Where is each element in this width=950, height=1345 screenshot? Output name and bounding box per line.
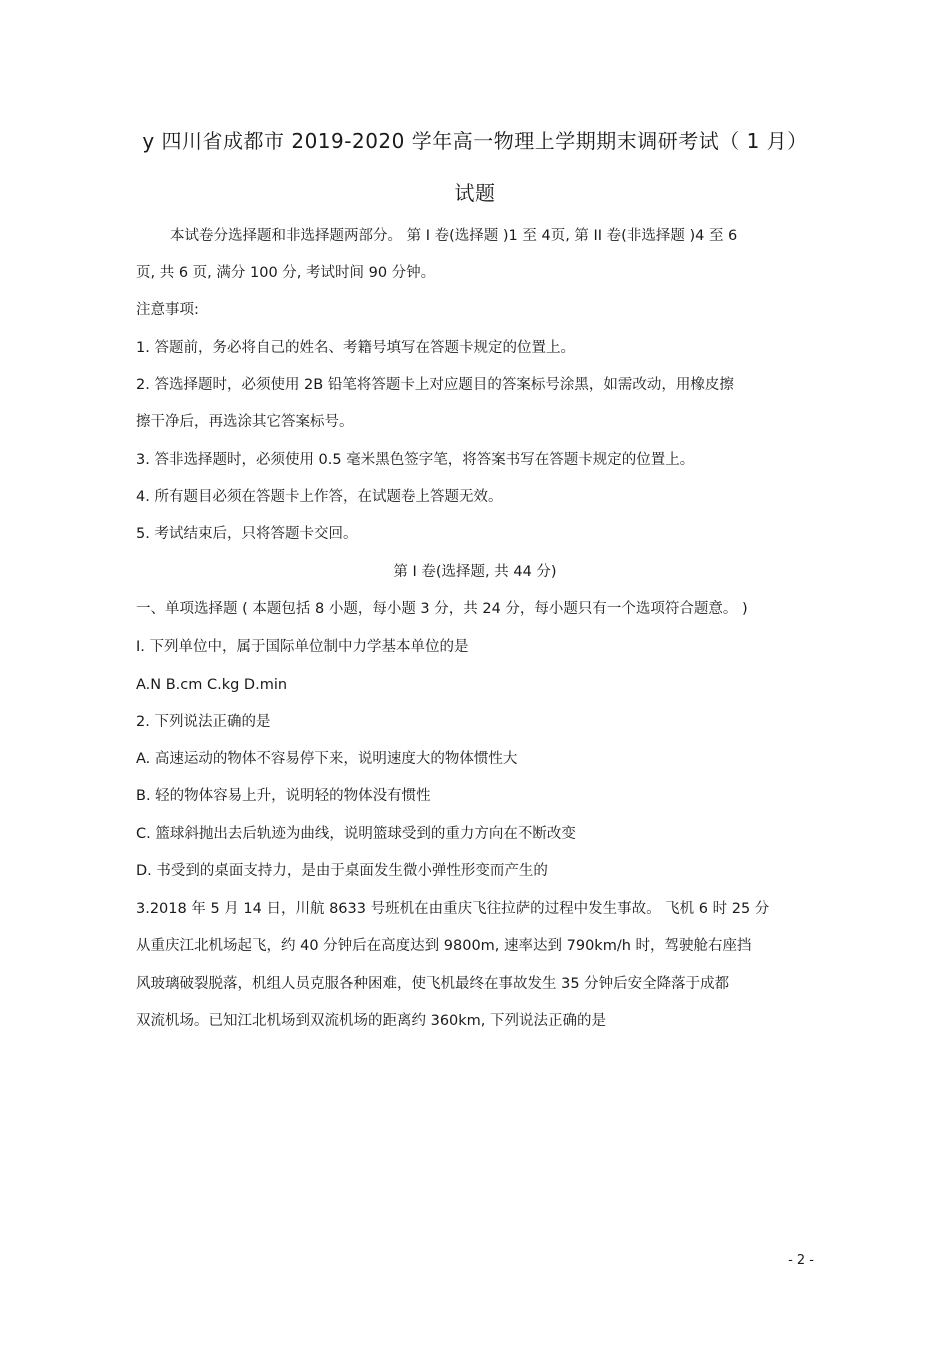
question-2-stem: 2. 下列说法正确的是 [136, 714, 271, 730]
document-title: y 四川省成都市 2019-2020 学年高一物理上学期期末调研考试（ 1 月） [142, 129, 808, 153]
intro-paragraph: 本试卷分选择题和非选择题两部分。 第 I 卷(选择题 )1 至 4页, 第 II 卷(非选择题 )4 至 6 [170, 228, 738, 244]
notice-item: 2. 答选择题时，必须使用 2B 铅笔将答题卡上对应题目的答案标号涂黑，如需改动，用橡皮擦 [136, 377, 734, 393]
question-3-stem-continued: 风玻璃破裂脱落，机组人员克服各种困难，使飞机最终在事故发生 35 分钟后安全降落于成都 [136, 976, 730, 992]
notice-item: 3. 答非选择题时，必须使用 0.5 毫米黑色签字笔，将答案书写在答题卡规定的位置上。 [136, 452, 695, 468]
question-2-option-b: B. 轻的物体容易上升，说明轻的物体没有惯性 [136, 788, 431, 804]
page-number: - 2 - [788, 1253, 814, 1268]
question-1-options: A.N B.cm C.kg D.min [136, 677, 288, 693]
notice-item: 4. 所有题目必须在答题卡上作答，在试题卷上答题无效。 [136, 489, 503, 505]
part-heading: 一、单项选择题 ( 本题包括 8 小题，每小题 3 分，共 24 分，每小题只有一个选项符合题意。 ) [136, 601, 748, 617]
question-3-stem-continued: 双流机场。已知江北机场到双流机场的距离约 360km, 下列说法正确的是 [136, 1013, 607, 1029]
question-3-stem-continued: 从重庆江北机场起飞，约 40 分钟后在高度达到 9800m, 速率达到 790km/h 时，驾驶舱右座挡 [136, 938, 752, 954]
intro-paragraph-continued: 页, 共 6 页, 满分 100 分, 考试时间 90 分钟。 [136, 265, 436, 281]
notice-item: 1. 答题前，务必将自己的姓名、考籍号填写在答题卡规定的位置上。 [136, 340, 575, 356]
question-1-stem: I. 下列单位中，属于国际单位制中力学基本单位的是 [136, 639, 469, 655]
section-title: 第 I 卷(选择题, 共 44 分) [393, 564, 557, 580]
document-title-continued: 试题 [454, 181, 496, 205]
question-3-stem: 3.2018 年 5 月 14 日，川航 8633 号班机在由重庆飞往拉萨的过程中发生事故。 飞机 6 时 25 分 [136, 901, 770, 917]
question-2-option-d: D. 书受到的桌面支持力，是由于桌面发生微小弹性形变而产生的 [136, 863, 548, 879]
notice-item: 5. 考试结束后，只将答题卡交回。 [136, 526, 358, 542]
notice-heading: 注意事项: [136, 302, 199, 318]
notice-item-continued: 擦干净后，再选涂其它答案标号。 [136, 414, 354, 430]
question-2-option-a: A. 高速运动的物体不容易停下来，说明速度大的物体惯性大 [136, 751, 518, 767]
question-2-option-c: C. 篮球斜抛出去后轨迹为曲线，说明篮球受到的重力方向在不断改变 [136, 826, 576, 842]
